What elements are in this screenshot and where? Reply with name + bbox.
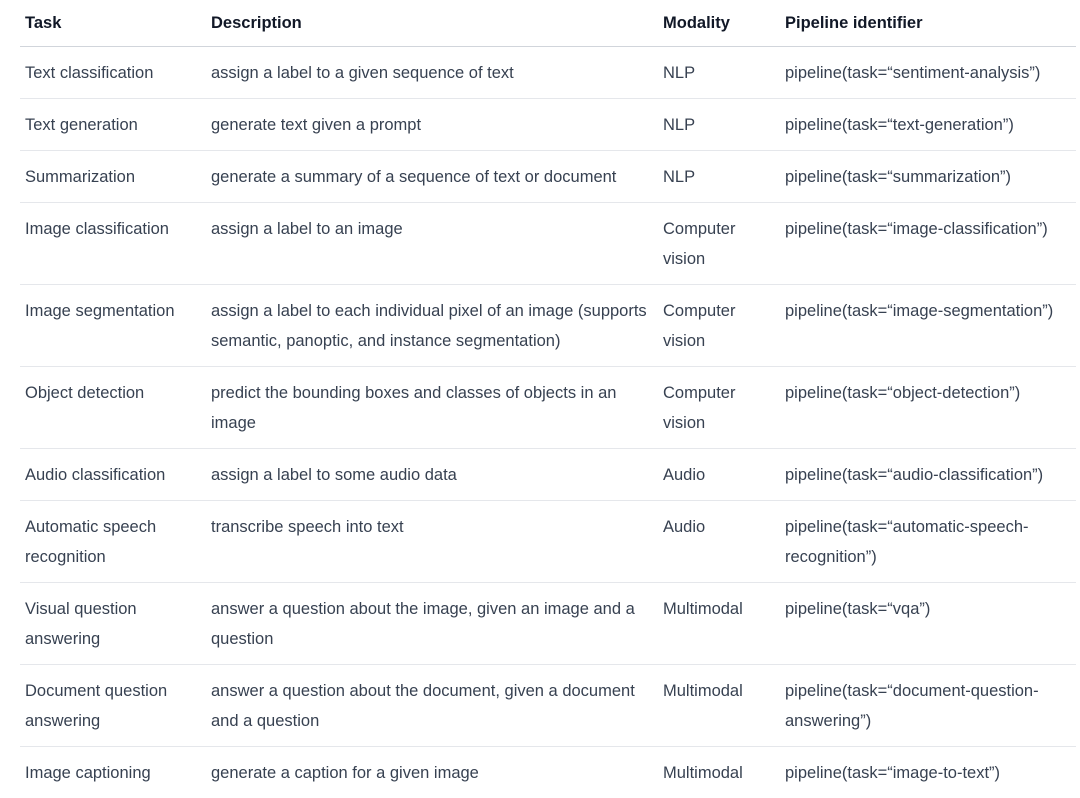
cell-task: Summarization <box>20 151 206 203</box>
header-row <box>20 0 1076 47</box>
cell-description: assign a label to an image <box>206 203 658 285</box>
header-task: Task <box>20 0 206 47</box>
cell-modality: Multimodal <box>658 665 780 747</box>
cell-modality: Computer vision <box>658 367 780 449</box>
cell-task: Image classification <box>20 203 206 285</box>
table-row <box>20 99 1076 151</box>
cell-description: answer a question about the image, given an image and a question <box>206 583 658 665</box>
cell-pipeline: pipeline(task=“image-to-text”) <box>780 747 1076 798</box>
cell-task: Audio classification <box>20 449 206 501</box>
cell-modality: Audio <box>658 501 780 583</box>
cell-task: Image segmentation <box>20 285 206 367</box>
cell-task: Text classification <box>20 47 206 99</box>
cell-description: generate a summary of a sequence of text or document <box>206 151 658 203</box>
cell-description: generate a caption for a given image <box>206 747 658 798</box>
cell-pipeline: pipeline(task=“audio-classification”) <box>780 449 1076 501</box>
cell-task: Visual question answering <box>20 583 206 665</box>
cell-task: Text generation <box>20 99 206 151</box>
cell-pipeline: pipeline(task=“document-question-answering”) <box>780 665 1076 747</box>
cell-modality: NLP <box>658 47 780 99</box>
cell-modality: Computer vision <box>658 203 780 285</box>
table-row <box>20 47 1076 99</box>
cell-modality: Audio <box>658 449 780 501</box>
table-row <box>20 367 1076 449</box>
cell-description: generate text given a prompt <box>206 99 658 151</box>
table-row <box>20 501 1076 583</box>
table-header <box>20 0 1076 47</box>
cell-modality: Multimodal <box>658 747 780 798</box>
cell-pipeline: pipeline(task=“automatic-speech-recognition”) <box>780 501 1076 583</box>
table-row <box>20 583 1076 665</box>
cell-modality: Computer vision <box>658 285 780 367</box>
cell-pipeline: pipeline(task=“image-classification”) <box>780 203 1076 285</box>
table-body <box>20 47 1076 798</box>
cell-description: assign a label to each individual pixel of an image (supports semantic, panoptic, and instance segmentation) <box>206 285 658 367</box>
cell-task: Image captioning <box>20 747 206 798</box>
header-modality: Modality <box>658 0 780 47</box>
pipeline-tasks-table <box>20 0 1076 798</box>
cell-task: Document question answering <box>20 665 206 747</box>
cell-pipeline: pipeline(task=“vqa”) <box>780 583 1076 665</box>
cell-pipeline: pipeline(task=“image-segmentation”) <box>780 285 1076 367</box>
table-row <box>20 285 1076 367</box>
cell-modality: NLP <box>658 99 780 151</box>
cell-description: assign a label to a given sequence of text <box>206 47 658 99</box>
pipeline-table-container <box>20 0 1076 798</box>
cell-description: predict the bounding boxes and classes of objects in an image <box>206 367 658 449</box>
table-row <box>20 747 1076 798</box>
cell-modality: NLP <box>658 151 780 203</box>
cell-description: transcribe speech into text <box>206 501 658 583</box>
cell-pipeline: pipeline(task=“text-generation”) <box>780 99 1076 151</box>
table-row <box>20 449 1076 501</box>
cell-description: assign a label to some audio data <box>206 449 658 501</box>
table-row <box>20 151 1076 203</box>
cell-pipeline: pipeline(task=“sentiment-analysis”) <box>780 47 1076 99</box>
cell-task: Automatic speech recognition <box>20 501 206 583</box>
cell-task: Object detection <box>20 367 206 449</box>
cell-pipeline: pipeline(task=“summarization”) <box>780 151 1076 203</box>
table-row <box>20 203 1076 285</box>
header-pipeline-identifier: Pipeline identifier <box>780 0 1076 47</box>
cell-description: answer a question about the document, given a document and a question <box>206 665 658 747</box>
table-row <box>20 665 1076 747</box>
cell-modality: Multimodal <box>658 583 780 665</box>
header-description: Description <box>206 0 658 47</box>
cell-pipeline: pipeline(task=“object-detection”) <box>780 367 1076 449</box>
